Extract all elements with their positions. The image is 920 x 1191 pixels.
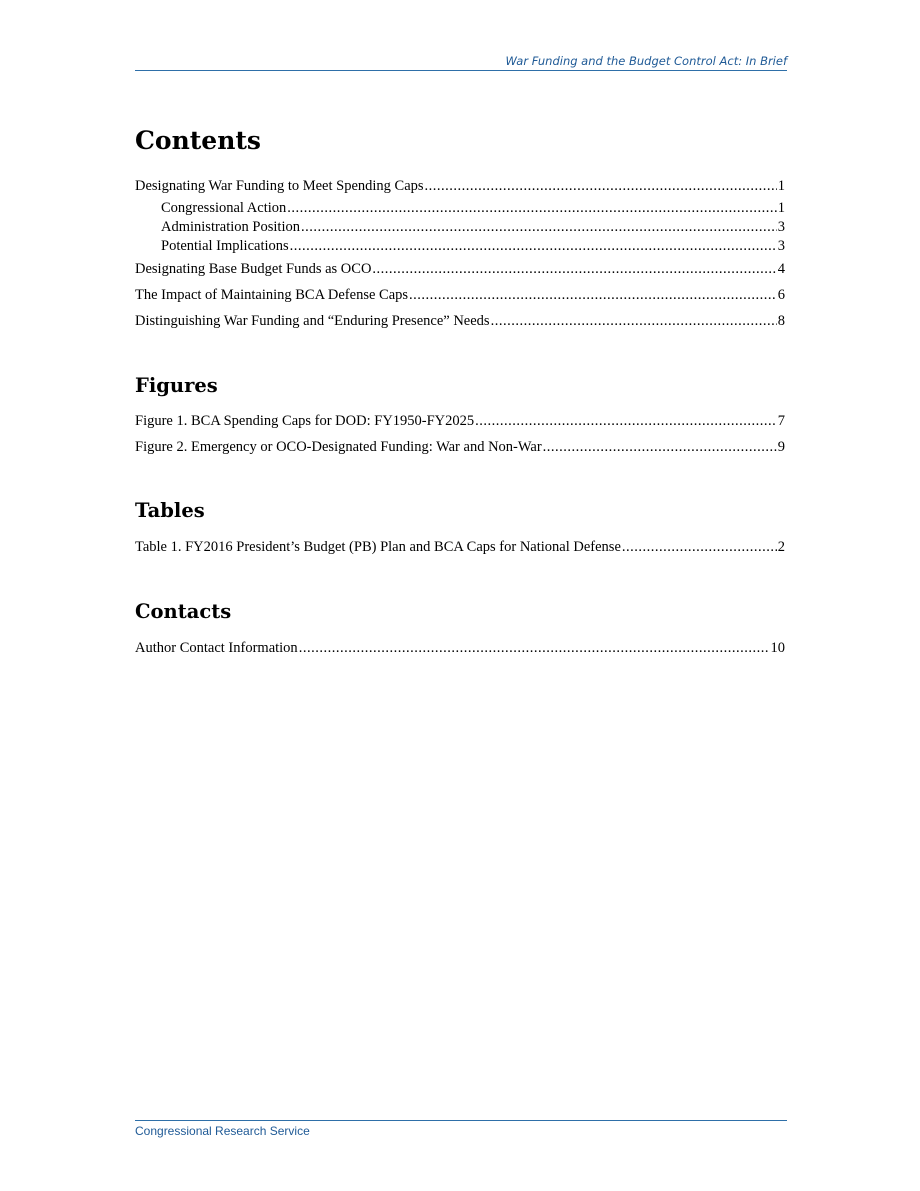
contacts-section bbox=[135, 602, 785, 622]
dot-leader bbox=[425, 178, 777, 194]
toc-entry-label: Designating War Funding to Meet Spending Caps bbox=[135, 178, 424, 194]
running-header bbox=[135, 53, 787, 71]
figure-entry[interactable] bbox=[135, 413, 785, 429]
toc-entry-page: 3 bbox=[777, 238, 785, 254]
toc-entry[interactable] bbox=[135, 313, 785, 329]
toc-entry-label: Author Contact Information bbox=[135, 640, 298, 656]
figures-section bbox=[135, 376, 785, 396]
contacts-list bbox=[135, 640, 785, 662]
figure-entry[interactable] bbox=[135, 439, 785, 455]
toc-entry-label: Potential Implications bbox=[161, 238, 289, 254]
dot-leader bbox=[475, 413, 777, 429]
contents-heading: Contents bbox=[135, 126, 262, 155]
toc-entry-label: Figure 1. BCA Spending Caps for DOD: FY1950-FY2025 bbox=[135, 413, 475, 429]
toc-entry-page: 8 bbox=[777, 313, 785, 329]
toc-entry-page: 9 bbox=[777, 439, 785, 455]
dot-leader bbox=[491, 313, 777, 329]
toc-entry-label: Table 1. FY2016 President’s Budget (PB) Plan and BCA Caps for National Defense bbox=[135, 539, 621, 555]
table-entry[interactable] bbox=[135, 539, 785, 555]
toc-subentry[interactable] bbox=[161, 219, 785, 235]
dot-leader bbox=[290, 238, 777, 254]
dot-leader bbox=[301, 219, 777, 235]
dot-leader bbox=[409, 287, 777, 303]
dot-leader bbox=[622, 539, 777, 555]
contents-list bbox=[135, 178, 785, 338]
toc-entry-page: 4 bbox=[777, 261, 785, 277]
toc-subentry[interactable] bbox=[161, 200, 785, 216]
toc-entry-page: 10 bbox=[770, 640, 785, 656]
toc-entry-page: 1 bbox=[777, 178, 785, 194]
footer-organization: Congressional Research Service bbox=[135, 1124, 310, 1138]
dot-leader bbox=[372, 261, 776, 277]
running-header-title: War Funding and the Budget Control Act: In Brief bbox=[505, 54, 787, 68]
toc-entry-label: Designating Base Budget Funds as OCO bbox=[135, 261, 372, 277]
toc-entry-label: Distinguishing War Funding and “Enduring Presence” Needs bbox=[135, 313, 490, 329]
dot-leader bbox=[287, 200, 776, 216]
toc-entry[interactable] bbox=[135, 287, 785, 303]
toc-entry-page: 6 bbox=[777, 287, 785, 303]
toc-entry[interactable] bbox=[135, 178, 785, 194]
toc-entry-label: The Impact of Maintaining BCA Defense Caps bbox=[135, 287, 409, 303]
tables-list bbox=[135, 539, 785, 561]
figures-heading: Figures bbox=[135, 374, 218, 397]
dot-leader bbox=[299, 640, 770, 656]
tables-section bbox=[135, 501, 785, 521]
toc-entry-label: Congressional Action bbox=[161, 200, 287, 216]
toc-entry-page: 3 bbox=[777, 219, 785, 235]
toc-entry-page: 1 bbox=[777, 200, 785, 216]
dot-leader bbox=[543, 439, 777, 455]
contents-section bbox=[135, 128, 785, 153]
contacts-heading: Contacts bbox=[135, 600, 232, 623]
contact-entry[interactable] bbox=[135, 640, 785, 656]
figures-list bbox=[135, 413, 785, 463]
tables-heading: Tables bbox=[135, 499, 205, 522]
toc-entry-page: 7 bbox=[777, 413, 785, 429]
toc-entry-page: 2 bbox=[777, 539, 785, 555]
running-footer bbox=[135, 1120, 787, 1138]
toc-entry-label: Figure 2. Emergency or OCO-Designated Funding: War and Non-War bbox=[135, 439, 542, 455]
toc-subentry[interactable] bbox=[161, 238, 785, 254]
toc-entry[interactable] bbox=[135, 261, 785, 277]
toc-entry-label: Administration Position bbox=[161, 219, 300, 235]
